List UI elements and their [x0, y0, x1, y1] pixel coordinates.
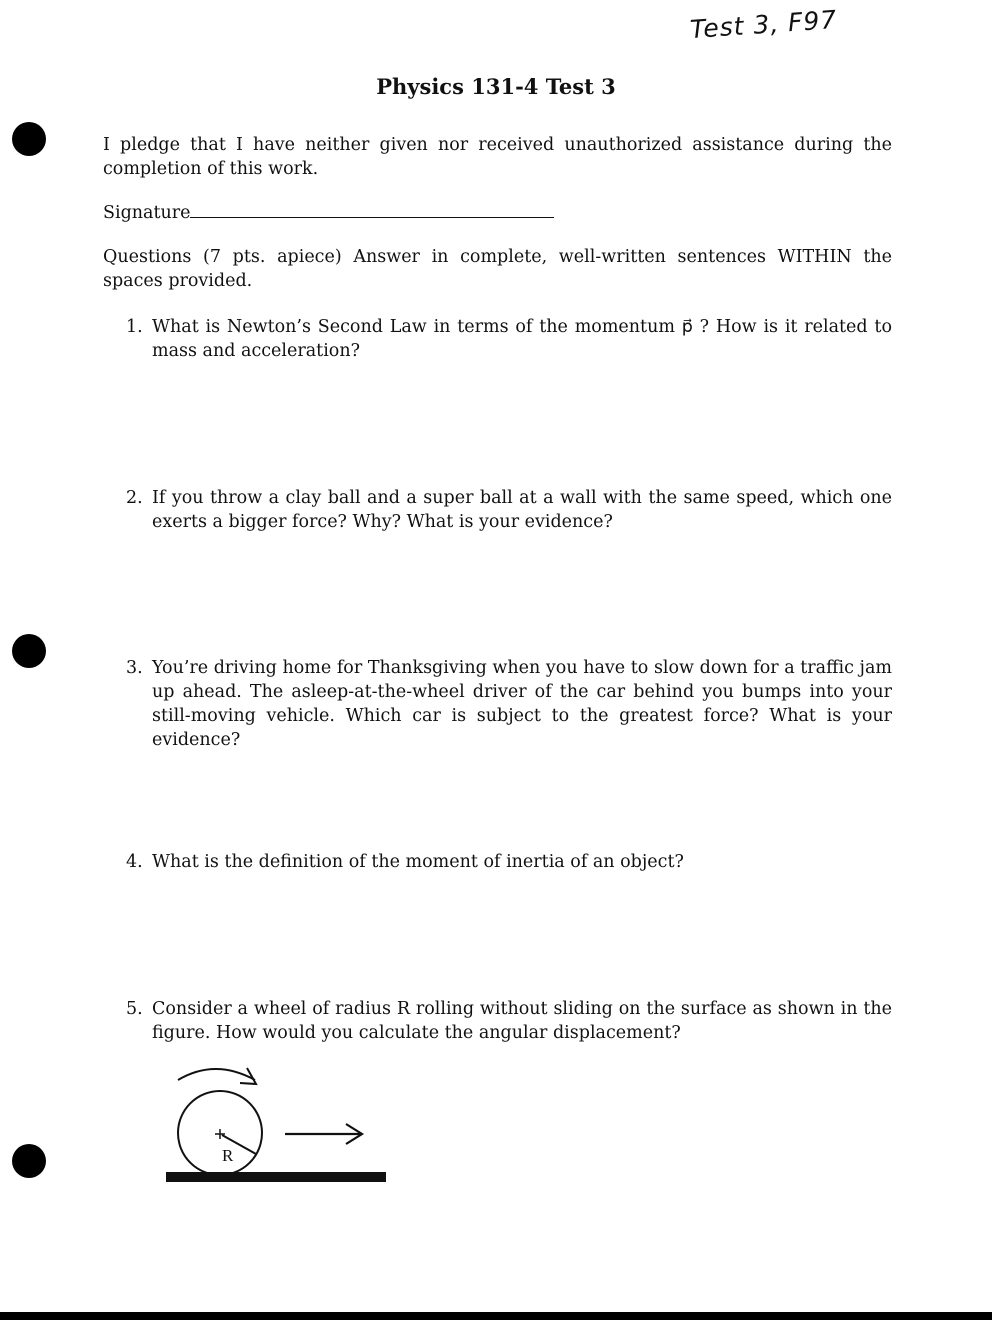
scan-edge-bar: [0, 1312, 992, 1320]
punch-hole-top: [12, 122, 46, 156]
instructions-text: Questions (7 pts. apiece) Answer in complete, well-written sentences WITHIN the spaces provided.: [103, 247, 892, 291]
question-5: [120, 997, 892, 1045]
question-4: [120, 850, 892, 874]
question-number: 3.: [126, 658, 143, 678]
question-text: Consider a wheel of radius R rolling without sliding on the surface as shown in the figure. How would you calculate the angular displacement?: [152, 999, 892, 1043]
rotation-arrow: [178, 1069, 255, 1080]
question-text: What is Newton’s Second Law in terms of the momentum p⃗ ? How is it related to mass and acceleration?: [152, 317, 892, 361]
question-text: You’re driving home for Thanksgiving when you have to slow down for a traffic jam up ahead. The asleep-at-the-wheel driver of the car behind you bumps into your still-moving vehicle. Which car is subject to the greatest force? What is your evidence?: [152, 658, 892, 750]
pledge-text: I pledge that I have neither given nor received unauthorized assistance during the completion of this work.: [103, 135, 892, 179]
question-3: [120, 656, 892, 752]
rolling-wheel-figure: [160, 1058, 400, 1188]
question-2: [120, 486, 892, 534]
page-title: Physics 131-4 Test 3: [376, 74, 616, 99]
radius-label: R: [222, 1146, 234, 1165]
signature-line[interactable]: [190, 217, 554, 218]
handwritten-annotation: Test 3, F97: [689, 4, 839, 45]
question-number: 1.: [126, 317, 143, 337]
punch-hole-middle: [12, 634, 46, 668]
question-text: What is the definition of the moment of inertia of an object?: [152, 852, 684, 872]
question-number: 5.: [126, 999, 143, 1019]
question-1: [120, 315, 892, 363]
punch-hole-bottom: [12, 1144, 46, 1178]
question-number: 2.: [126, 488, 143, 508]
signature-label: Signature: [103, 203, 191, 223]
question-number: 4.: [126, 852, 143, 872]
question-text: If you throw a clay ball and a super ball at a wall with the same speed, which one exerts a bigger force? Why? What is your evidence?: [152, 488, 892, 532]
ground-surface: [166, 1172, 386, 1182]
